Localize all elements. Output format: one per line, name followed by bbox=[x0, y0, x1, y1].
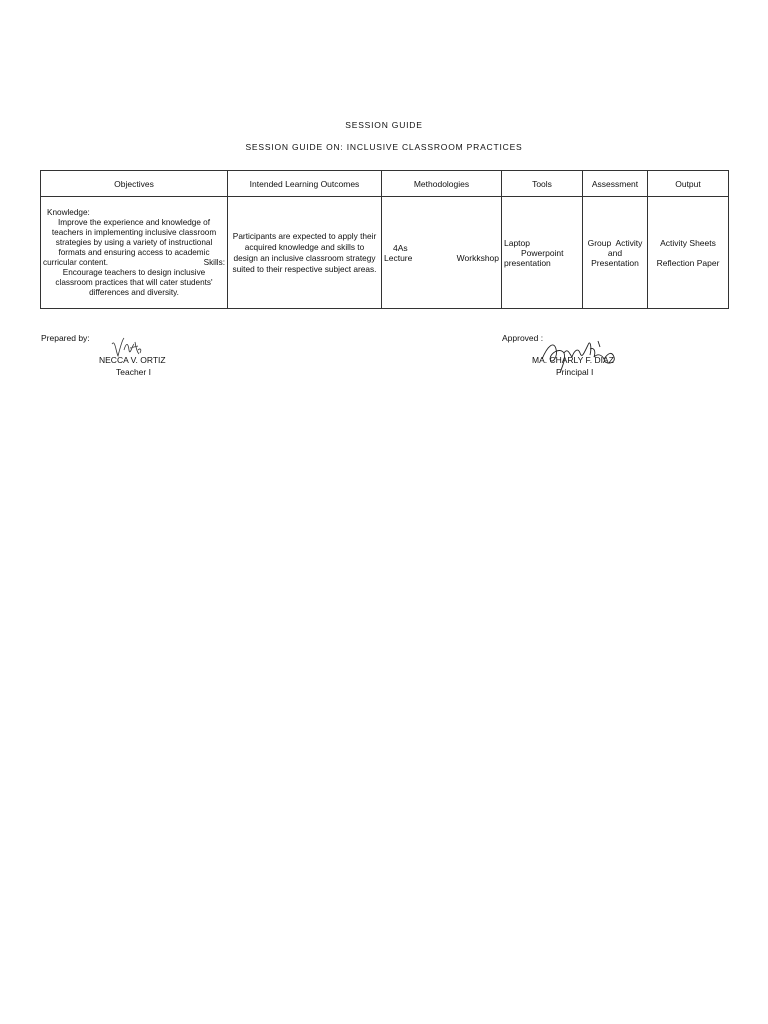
methodologies-cell bbox=[382, 197, 502, 309]
objective-line: classroom practices that will cater students' bbox=[55, 277, 213, 287]
tools-cell bbox=[502, 197, 583, 309]
assessment-group-activity: Group Activity bbox=[587, 237, 643, 248]
objective-line: formats and ensuring access to academic bbox=[58, 247, 210, 257]
objective-line: Improve the experience and knowledge of bbox=[57, 217, 211, 227]
header-tools: Tools bbox=[502, 171, 583, 197]
tool-presentation: presentation bbox=[504, 257, 551, 268]
curricular-text: curricular content. bbox=[43, 257, 109, 267]
objective-line: differences and diversity. bbox=[89, 287, 179, 297]
objective-line: strategies by using a variety of instructional bbox=[55, 237, 213, 247]
output-activity-sheets: Activity Sheets bbox=[660, 237, 716, 248]
knowledge-label: Knowledge: bbox=[47, 207, 90, 217]
prepared-title: Teacher I bbox=[116, 367, 151, 377]
approved-title: Principal I bbox=[556, 367, 594, 377]
document-title: SESSION GUIDE bbox=[345, 120, 423, 130]
header-assessment: Assessment bbox=[583, 171, 648, 197]
ilo-cell bbox=[228, 197, 382, 309]
objective-line bbox=[43, 258, 225, 268]
methodology-workshop: Workkshop bbox=[456, 252, 499, 263]
assessment-and: and bbox=[607, 247, 623, 258]
ilo-line: Participants are expected to apply their bbox=[232, 230, 377, 241]
header-output: Output bbox=[648, 171, 729, 197]
ilo-line: acquired knowledge and skills to bbox=[244, 241, 365, 252]
assessment-presentation: Presentation bbox=[591, 257, 639, 268]
ilo-line: design an inclusive classroom strategy bbox=[233, 252, 376, 263]
approved-label: Approved : bbox=[502, 333, 544, 343]
tool-laptop: Laptop bbox=[504, 237, 530, 248]
objectives-cell bbox=[41, 197, 228, 309]
methodology-row bbox=[384, 253, 499, 263]
table-header-row bbox=[41, 171, 729, 197]
output-cell bbox=[648, 197, 729, 309]
assessment-cell bbox=[583, 197, 648, 309]
ilo-line: suited to their respective subject areas. bbox=[232, 263, 377, 274]
header-methodologies: Methodologies bbox=[382, 171, 502, 197]
tool-powerpoint: Powerpoint bbox=[521, 247, 564, 258]
objective-line: teachers in implementing inclusive classroom bbox=[51, 227, 217, 237]
signature-diaz bbox=[538, 335, 622, 377]
objective-line: Encourage teachers to design inclusive bbox=[62, 267, 206, 277]
output-reflection-paper: Reflection Paper bbox=[656, 257, 720, 268]
session-guide-table bbox=[40, 170, 729, 309]
methodology-lecture: Lecture bbox=[384, 252, 413, 263]
table-row bbox=[41, 197, 729, 309]
header-intended-learning-outcomes: Intended Learning Outcomes bbox=[228, 171, 382, 197]
document-subtitle: SESSION GUIDE ON: INCLUSIVE CLASSROOM PRACTICES bbox=[245, 142, 523, 152]
methodology-4as: 4As bbox=[393, 242, 408, 253]
prepared-name: NECCA V. ORTIZ bbox=[99, 355, 166, 365]
skills-label: Skills: bbox=[203, 257, 225, 267]
approved-name: MA. CHARLY F. DIAZ bbox=[532, 355, 614, 365]
prepared-by-label: Prepared by: bbox=[41, 333, 90, 343]
header-objectives: Objectives bbox=[41, 171, 228, 197]
